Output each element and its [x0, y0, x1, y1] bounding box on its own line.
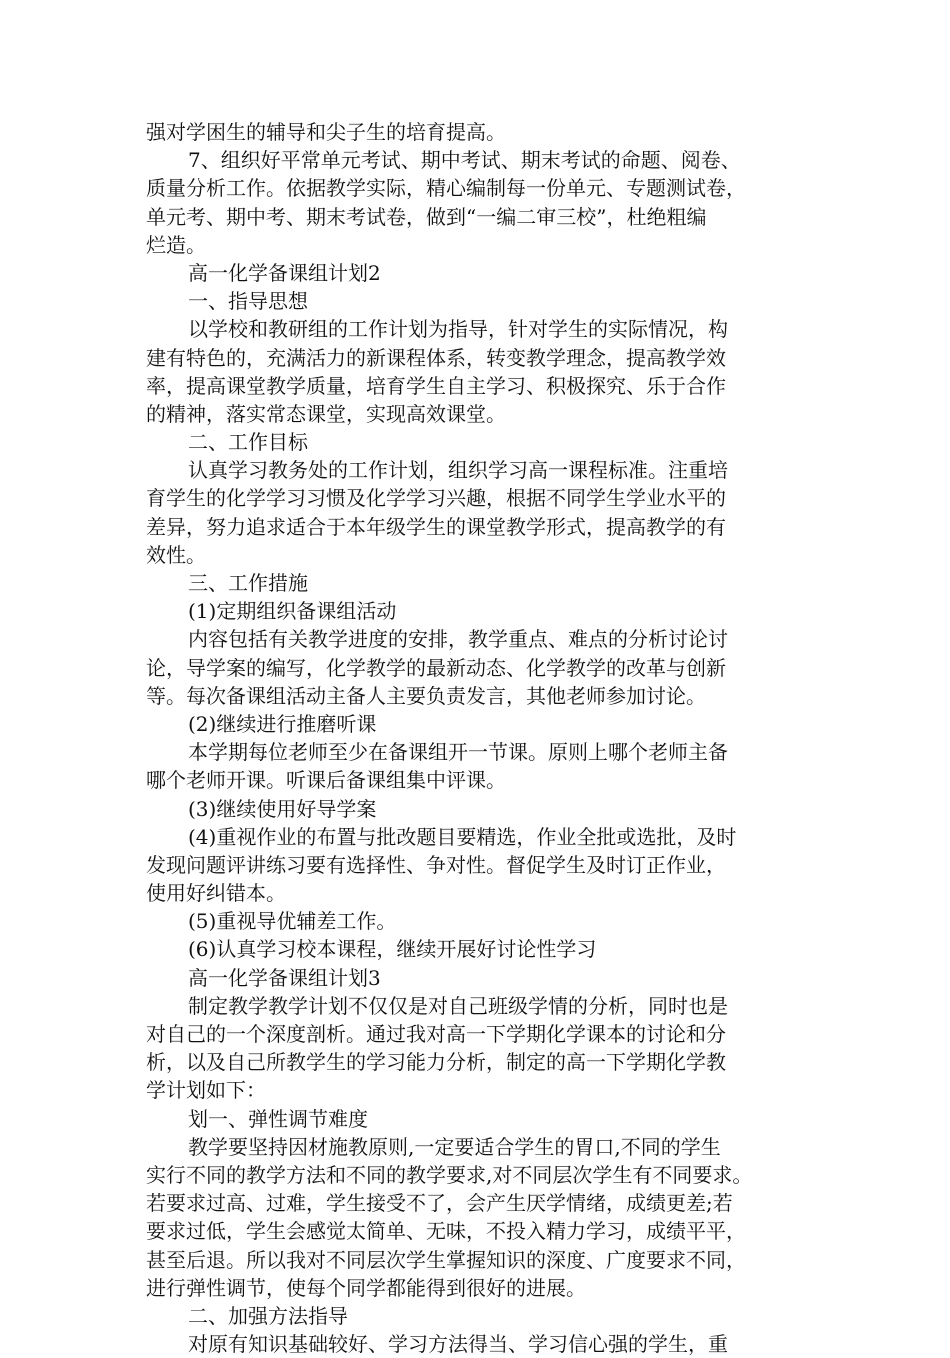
text-line: 效性。 — [146, 542, 206, 567]
subsection-heading: (1)定期组织备课组活动 — [188, 599, 397, 624]
text-line: 制定教学教学计划不仅仅是对自己班级学情的分析，同时也是 — [188, 993, 728, 1018]
text-line: 差异，努力追求适合于本年级学生的课堂教学形式，提高教学的有 — [146, 514, 726, 539]
text-line: 论，导学案的编写，化学教学的最新动态、化学教学的改革与创新 — [146, 655, 726, 680]
section-heading: 二、工作目标 — [188, 430, 308, 455]
section-heading: 二、加强方法指导 — [188, 1303, 348, 1328]
text-line: 实行不同的教学方法和不同的教学要求,对不同层次学生有不同要求。 — [146, 1162, 753, 1187]
text-line: 教学要坚持因材施教原则,一定要适合学生的胃口,不同的学生 — [188, 1134, 721, 1159]
text-line: 进行弹性调节，使每个同学都能得到很好的进展。 — [146, 1275, 586, 1300]
text-line: 等。每次备课组活动主备人主要负责发言，其他老师参加讨论。 — [146, 683, 706, 708]
section-heading: 三、工作措施 — [188, 571, 308, 595]
text-line: 以学校和教研组的工作计划为指导，针对学生的实际情况，构 — [188, 317, 728, 342]
text-line: 单元考、期中考、期末考试卷，做到“一编二审三校”，杜绝粗编 — [146, 204, 707, 229]
text-line: 本学期每位老师至少在备课组开一节课。原则上哪个老师主备 — [188, 740, 728, 765]
text-line: 对原有知识基础较好、学习方法得当、学习信心强的学生，重 — [188, 1332, 728, 1357]
text-line: 内容包括有关教学进度的安排，教学重点、难点的分析讨论讨 — [188, 627, 728, 652]
subsection-heading: (5)重视导优辅差工作。 — [188, 909, 397, 934]
text-line: 率，提高课堂教学质量，培育学生自主学习、积极探究、乐于合作 — [146, 373, 726, 398]
text-line: 发现问题评讲练习要有选择性、争对性。督促学生及时订正作业， — [146, 852, 726, 877]
section-heading: 一、指导思想 — [188, 289, 308, 314]
document-body — [146, 118, 810, 1358]
text-line: 认真学习教务处的工作计划，组织学习高一课程标准。注重培 — [188, 458, 728, 483]
text-line: 质量分析工作。依据教学实际，精心编制每一份单元、专题测试卷， — [146, 176, 746, 201]
text-line: 建有特色的，充满活力的新课程体系，转变教学理念，提高教学效 — [146, 345, 726, 370]
text-line: (4)重视作业的布置与批改题目要精选，作业全批或选批，及时 — [188, 824, 737, 849]
text-line: 强对学困生的辅导和尖子生的培育提高。 — [146, 120, 506, 144]
subsection-heading: (6)认真学习校本课程，继续开展好讨论性学习 — [188, 937, 597, 962]
text-line: 哪个老师开课。听课后备课组集中评课。 — [146, 768, 506, 793]
subsection-heading: (2)继续进行推磨听课 — [188, 711, 377, 736]
text-line: 要求过低，学生会感觉太简单、无味，不投入精力学习，成绩平平， — [146, 1219, 746, 1244]
text-line: 使用好纠错本。 — [146, 881, 286, 906]
section-title: 高一化学备课组计划2 — [188, 260, 381, 285]
text-line: 育学生的化学学习习惯及化学学习兴趣，根据不同学生学业水平的 — [146, 486, 726, 511]
section-heading: 划一、弹性调节难度 — [188, 1106, 368, 1131]
subsection-heading: (3)继续使用好导学案 — [188, 796, 377, 821]
text-line: 学计划如下： — [146, 1078, 266, 1103]
text-line: 析，以及自己所教学生的学习能力分析，制定的高一下学期化学教 — [146, 1050, 726, 1075]
text-line: 的精神，落实常态课堂，实现高效课堂。 — [146, 401, 506, 426]
text-line: 烂造。 — [146, 232, 206, 257]
text-line: 对自己的一个深度剖析。通过我对高一下学期化学课本的讨论和分 — [146, 1022, 726, 1046]
section-title: 高一化学备课组计划3 — [188, 965, 381, 990]
text-line: 7、组织好平常单元考试、期中考试、期末考试的命题、阅卷、 — [188, 148, 741, 173]
text-line: 若要求过高、过难，学生接受不了，会产生厌学情绪，成绩更差;若 — [146, 1191, 733, 1216]
text-line: 甚至后退。所以我对不同层次学生掌握知识的深度、广度要求不同， — [146, 1247, 746, 1272]
